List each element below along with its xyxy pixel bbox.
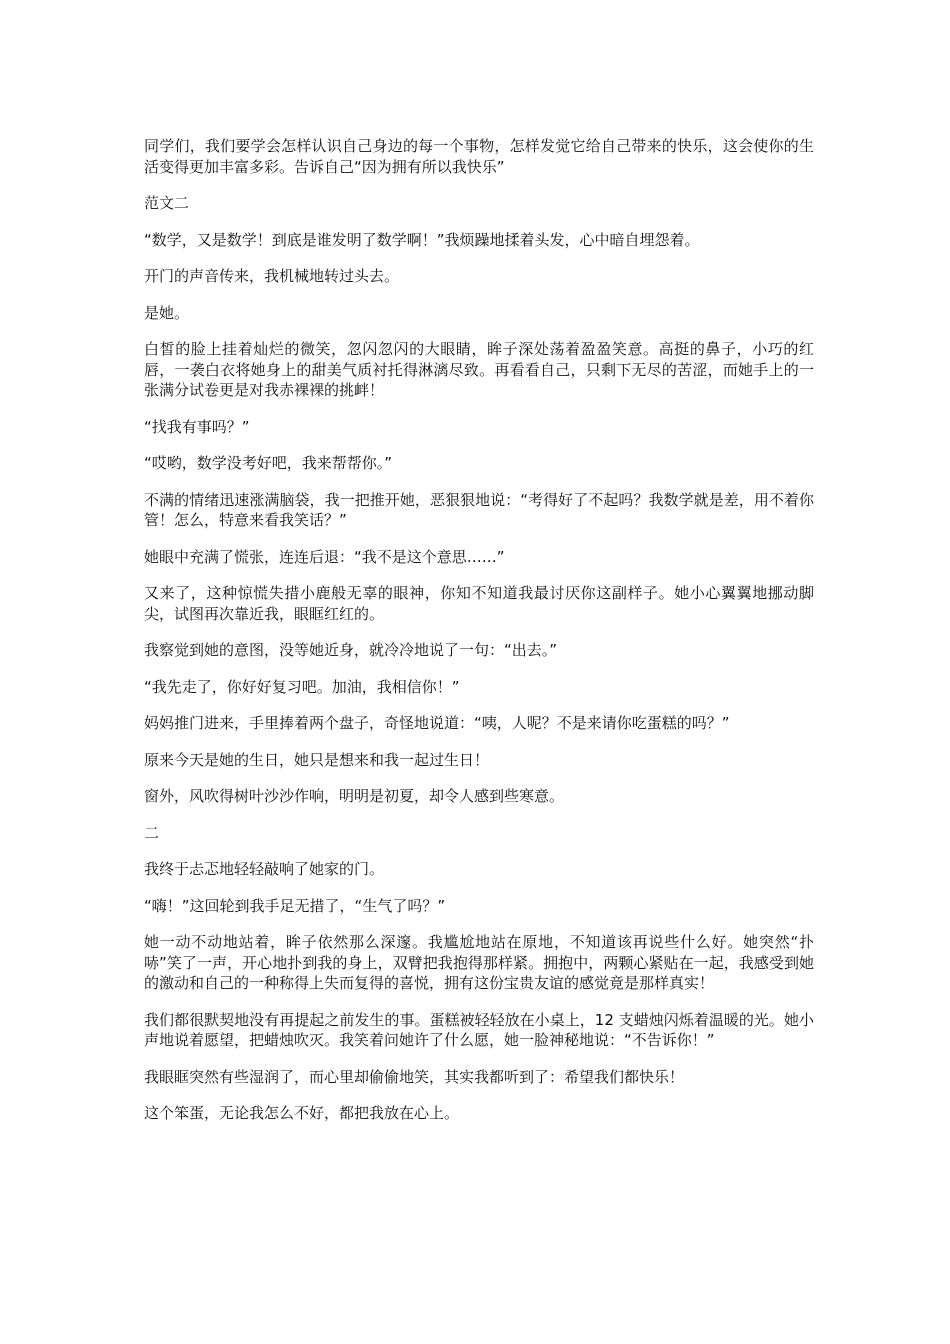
paragraph: 她一动不动地站着，眸子依然那么深邃。我尴尬地站在原地，不知道该再说些什么好。她突然“扑哧”笑了一声，开心地扑到我的身上，双臂把我抱得那样紧。拥抱中，两颗心紧贴在一起，我感受到她的激动和自己的一种称得上失而复得的喜悦，拥有这份宝贵友谊的感觉竟是那样真实！ bbox=[144, 933, 814, 992]
paragraph: 我终于忐忑地轻轻敲响了她家的门。 bbox=[144, 860, 385, 878]
paragraph: “找我有事吗？” bbox=[144, 417, 250, 436]
paragraph: 我察觉到她的意图，没等她近身，就冷冷地说了一句：“出去。” bbox=[144, 641, 558, 659]
paragraph: 又来了，这种惊慌失措小鹿般无辜的眼神，你知不知道我最讨厌你这副样子。她小心翼翼地挪动脚尖，试图再次靠近我，眼眶红红的。 bbox=[144, 584, 814, 623]
paragraph: 这个笨蛋，无论我怎么不好，都把我放在心上。 bbox=[144, 1104, 460, 1122]
paragraph: 开门的声音传来，我机械地转过头去。 bbox=[144, 267, 400, 285]
paragraph: 她眼中充满了慌张，连连后退：“我不是这个意思……” bbox=[144, 547, 505, 566]
paragraph: “数学，又是数学！到底是谁发明了数学啊！”我烦躁地揉着头发，心中暗自埋怨着。 bbox=[144, 230, 700, 249]
paragraph: 原来今天是她的生日，她只是想来和我一起过生日！ bbox=[144, 750, 490, 769]
paragraph-conclusion: 同学们，我们要学会怎样认识自己身边的每一个事物，怎样发觉它给自己带来的快乐，这会使你的生活变得更加丰富多彩。告诉自己“因为拥有所以我快乐” bbox=[144, 137, 814, 176]
paragraph: 我们都很默契地没有再提起之前发生的事。蛋糕被轻轻放在小桌上，12 支蜡烛闪烁着温暖的光。她小声地说着愿望，把蜡烛吹灭。我笑着问她许了什么愿，她一脸神秘地说：“不告诉你！” bbox=[144, 1010, 814, 1049]
paragraph: “我先走了，你好好复习吧。加油，我相信你！” bbox=[144, 677, 460, 696]
section-heading-sample-two: 范文二 bbox=[144, 194, 190, 212]
paragraph: 是她。 bbox=[144, 303, 190, 322]
paragraph: 不满的情绪迅速涨满脑袋，我一把推开她，恶狠狠地说：“考得好了不起吗？我数学就是差，用不着你管！怎么，特意来看我笑话？” bbox=[144, 490, 814, 529]
document-page bbox=[144, 136, 814, 1140]
paragraph: “嗨！”这回轮到我手足无措了，“生气了吗？” bbox=[144, 896, 446, 915]
paragraph: 窗外，风吹得树叶沙沙作响，明明是初夏，却令人感到些寒意。 bbox=[144, 787, 565, 805]
paragraph: 妈妈推门进来，手里捧着两个盘子，奇怪地说道：“咦，人呢？不是来请你吃蛋糕的吗？” bbox=[144, 714, 730, 732]
paragraph: 白皙的脸上挂着灿烂的微笑，忽闪忽闪的大眼睛，眸子深处荡着盈盈笑意。高挺的鼻子，小巧的红唇，一袭白衣将她身上的甜美气质衬托得淋漓尽致。再看看自己，只剩下无尽的苦涩，而她手上的一张满分试卷更是对我赤裸裸的挑衅！ bbox=[144, 340, 814, 399]
section-heading-part-two: 二 bbox=[144, 823, 160, 842]
paragraph: “哎哟，数学没考好吧，我来帮帮你。” bbox=[144, 454, 393, 472]
paragraph: 我眼眶突然有些湿润了，而心里却偷偷地笑，其实我都听到了：希望我们都快乐！ bbox=[144, 1067, 685, 1086]
